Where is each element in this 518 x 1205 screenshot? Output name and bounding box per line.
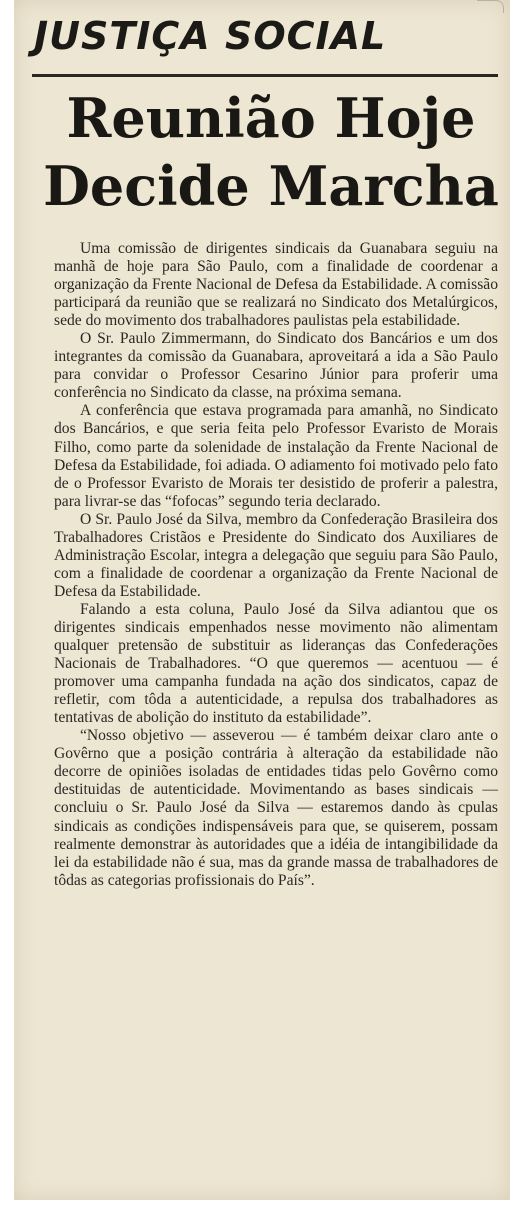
headline-line-1: Reunião Hoje bbox=[66, 86, 476, 150]
article-paragraph: O Sr. Paulo Zimmermann, do Sindicato dos Bancários e um dos integrantes da comissão da Guanabara, aproveitará a ida a São Paulo para convidar o Professor Cesarino Júnior para proferir uma conferência no Sindicato da classe, na próxima semana. bbox=[54, 330, 498, 402]
article-paragraph: O Sr. Paulo José da Silva, membro da Confederação Brasileira dos Trabalhadores Cristãos e Presidente do Sindicato dos Auxiliares de Administração Escolar, integra a delegação que seguiu para São Paulo, com a finalidade de coordenar a organização da Frente Nacional de Defesa da Estabilidade. bbox=[54, 510, 498, 600]
section-title: JUSTIÇA SOCIAL bbox=[34, 14, 387, 58]
article-body bbox=[54, 240, 498, 890]
article-paragraph: A conferência que estava programada para amanhã, no Sindicato dos Bancários, e que seria feita pelo Professor Evaristo de Morais Filho, como parte da solenidade de instalação da Frente Nacional de Defesa da Estabilidade, foi adiada. O adiamento foi motivado pelo fato de o Professor Evaristo de Morais ter desistido de proferir a palestra, para livrar-se das “fofocas” segundo teria declarado. bbox=[54, 402, 498, 510]
headline bbox=[36, 84, 506, 220]
headline-line-2: Decide Marcha bbox=[43, 154, 499, 218]
article-paragraph: “Nosso objetivo — asseverou — é também deixar claro ante o Govêrno que a posição contrária à alteração da estabilidade não decorre de opiniões isoladas de entidades tidas pelo Govêrno como destituidas de autenticidade. Movimentando as bases sindicais — concluiu o Sr. Paulo José da Silva — estaremos dando às cpulas sindicais as condições indispensáveis para que, se quiserem, possam realmente demonstrar às autoridades que a idéia de intangibilidade da lei da estabilidade não é sua, mas da grande massa de trabalhadores de tôdas as categorias profissionais do País”. bbox=[54, 727, 498, 889]
article-paragraph: Falando a esta coluna, Paulo José da Silva adiantou que os dirigentes sindicais empenhados nesse movimento não alimentam qualquer pretensão de substituir as lideranças das Confederações Nacionais de Trabalhadores. “O que queremos — acentuou — é promover uma campanha fundada na ação dos sindicatos, capaz de refletir, com tôda a autenticidade, a repulsa dos trabalhadores as tentativas de abolição do instituto da estabilidade”. bbox=[54, 600, 498, 727]
section-divider bbox=[32, 74, 498, 77]
section-header bbox=[34, 14, 474, 58]
article-paragraph: Uma comissão de dirigentes sindicais da Guanabara seguiu na manhã de hoje para São Paulo, com a finalidade de coordenar a organização da Frente Nacional de Defesa da Estabilidade. A comissão participará da reunião que se realizará no Sindicato dos Metalúrgicos, sede do movimento dos trabalhadores paulistas pela estabilidade. bbox=[54, 240, 498, 330]
paper-corner-mark bbox=[477, 0, 504, 13]
